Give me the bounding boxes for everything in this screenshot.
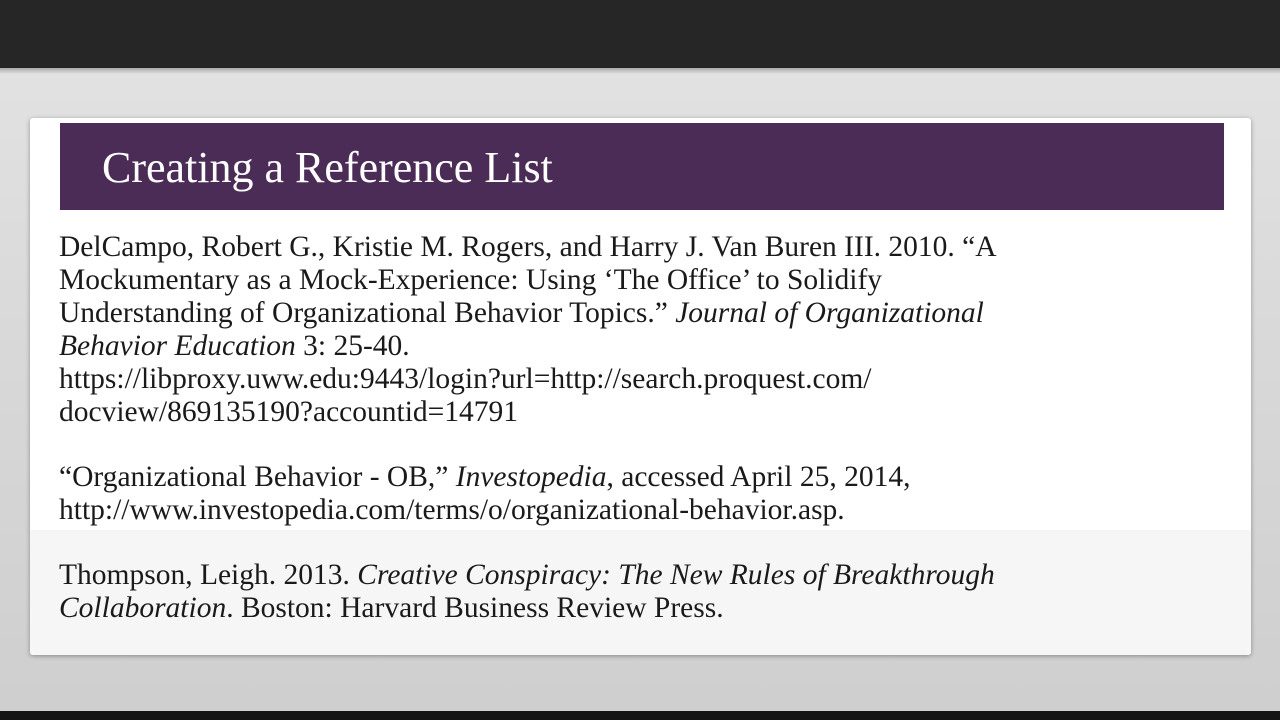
reference-italic-text: Creative Conspiracy: The New Rules of Breakthrough <box>357 559 995 591</box>
reference-line <box>59 396 1199 429</box>
reference-line <box>59 592 1199 625</box>
title-bar <box>60 123 1224 210</box>
slide <box>30 118 1251 655</box>
reference-italic-text: Journal of Organizational <box>675 297 984 329</box>
reference-line <box>59 231 1199 264</box>
reference-line <box>59 559 1199 592</box>
reference-line <box>59 363 1199 396</box>
reference-line <box>59 297 1199 330</box>
reference-text: 3: 25-40. <box>295 330 410 362</box>
reference-list <box>59 231 1199 655</box>
reference-italic-text: Investopedia <box>455 461 607 493</box>
reference-text: , accessed April 25, 2014, <box>606 461 911 493</box>
reference-text: Thompson, Leigh. 2013. <box>59 559 358 591</box>
reference-italic-text: Collaboration <box>59 592 227 624</box>
reference-line <box>59 264 1199 297</box>
reference-entry <box>59 231 1199 429</box>
reference-text: . Boston: Harvard Business Review Press. <box>226 592 724 624</box>
reference-entry <box>59 559 1199 625</box>
reference-line <box>59 494 1199 527</box>
reference-line <box>59 461 1199 494</box>
video-bottom-bar <box>0 711 1280 720</box>
reference-text: DelCampo, Robert G., Kristie M. Rogers, and Harry J. Van Buren III. 2010. “A <box>59 231 997 263</box>
reference-text: docview/869135190?accountid=14791 <box>59 396 519 428</box>
reference-text: Understanding of Organizational Behavior Topics.” <box>59 297 676 329</box>
slide-title: Creating a Reference List <box>102 143 553 192</box>
reference-italic-text: Behavior Education <box>59 330 296 362</box>
reference-text: http://www.investopedia.com/terms/o/organizational-behavior.asp. <box>59 494 845 526</box>
reference-text: https://libproxy.uww.edu:9443/login?url=http://search.proquest.com/ <box>59 363 872 395</box>
reference-entry <box>59 461 1199 527</box>
reference-line <box>59 330 1199 363</box>
reference-text: Mockumentary as a Mock-Experience: Using ‘The Office’ to Solidify <box>59 264 883 296</box>
reference-text: “Organizational Behavior - OB,” <box>59 461 456 493</box>
video-top-bar <box>0 0 1280 68</box>
